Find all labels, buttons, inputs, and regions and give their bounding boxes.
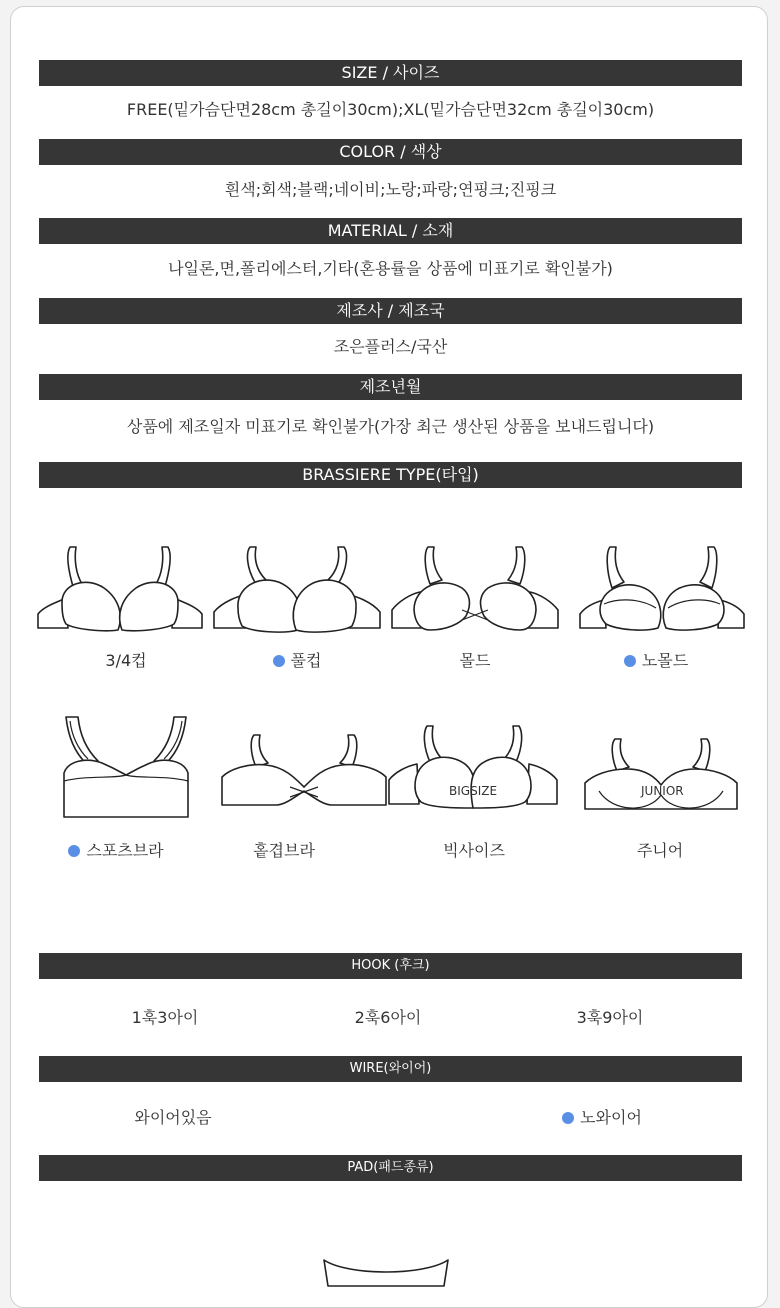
selected-indicator-icon [68,845,80,857]
bra-type-full-cup [207,650,387,672]
hook-option-label: 1훅3아이 [131,1008,199,1027]
manufacturer-header: 제조사 / 제조국 [39,298,742,324]
single-layer-bra-icon [220,733,388,809]
material-value: 나일론,면,폴리에스터,기타(혼용률을 상품에 미표기로 확인불가) [168,259,613,278]
wire-option-label: 와이어있음 [134,1108,212,1127]
non-molded-bra-icon [578,544,746,636]
pad-icon [318,1256,454,1286]
size-value: FREE(밑가슴단면28cm 총길이30cm);XL(밑가슴단면32cm 총길이30cm) [126,100,655,119]
wire-option-label: 노와이어 [580,1108,642,1127]
hook-option-label: 2훅6아이 [354,1008,422,1027]
bra-type-label: 홑겹브라 [253,841,315,860]
manufacturer-value: 조은플러스/국산 [333,337,448,356]
bra-type-label: 주니어 [636,841,684,860]
hook-option-3 [493,1007,727,1029]
color-value: 흰색;회색;블랙;네이비;노랑;파랑;연핑크;진핑크 [224,180,557,199]
pad-header: PAD(패드종류) [39,1155,742,1181]
bra-type-label: 노몰드 [641,651,689,670]
color-header: COLOR / 색상 [39,139,742,165]
selected-indicator-icon [273,655,285,667]
size-header: SIZE / 사이즈 [39,60,742,86]
selected-indicator-icon [624,655,636,667]
bra-type-label: 스포츠브라 [86,841,164,860]
brassiere-type-header: BRASSIERE TYPE(타입) [39,462,742,488]
bra-type-single-layer [194,840,374,862]
bigsize-tag: BIGSIZE [449,784,498,798]
bra-type-molded [385,650,565,672]
bra-type-label: 풀컵 [290,651,322,670]
molded-bra-icon [390,544,560,636]
junior-bra-icon [583,737,739,809]
manufacture-date-value: 상품에 제조일자 미표기로 확인불가(가장 최근 생산된 상품을 보내드립니다) [126,417,655,436]
junior-tag: JUNIOR [641,784,684,798]
hook-option-2 [271,1007,505,1029]
bra-type-label: 몰드 [459,651,491,670]
bra-type-three-quarter-cup [36,650,216,672]
material-header: MATERIAL / 소재 [39,218,742,244]
bra-type-big-size [384,840,564,862]
bra-type-sports [26,840,206,862]
hook-header: HOOK (후크) [39,953,742,979]
bra-type-label: 빅사이즈 [443,841,505,860]
sports-bra-icon [58,713,194,821]
selected-indicator-icon [562,1112,574,1124]
big-size-bra-icon [387,724,559,810]
wire-header: WIRE(와이어) [39,1056,742,1082]
bra-type-non-molded [566,650,746,672]
hook-option-1 [48,1007,282,1029]
bra-type-junior [570,840,750,862]
manufacture-date-header: 제조년월 [39,374,742,400]
full-cup-bra-icon [212,544,382,636]
three-quarter-cup-bra-icon [36,544,204,636]
wire-option-no-wire [485,1107,719,1129]
hook-option-label: 3훅9아이 [576,1008,644,1027]
bra-type-label: 3/4컵 [105,651,147,670]
wire-option-wired [56,1107,290,1129]
